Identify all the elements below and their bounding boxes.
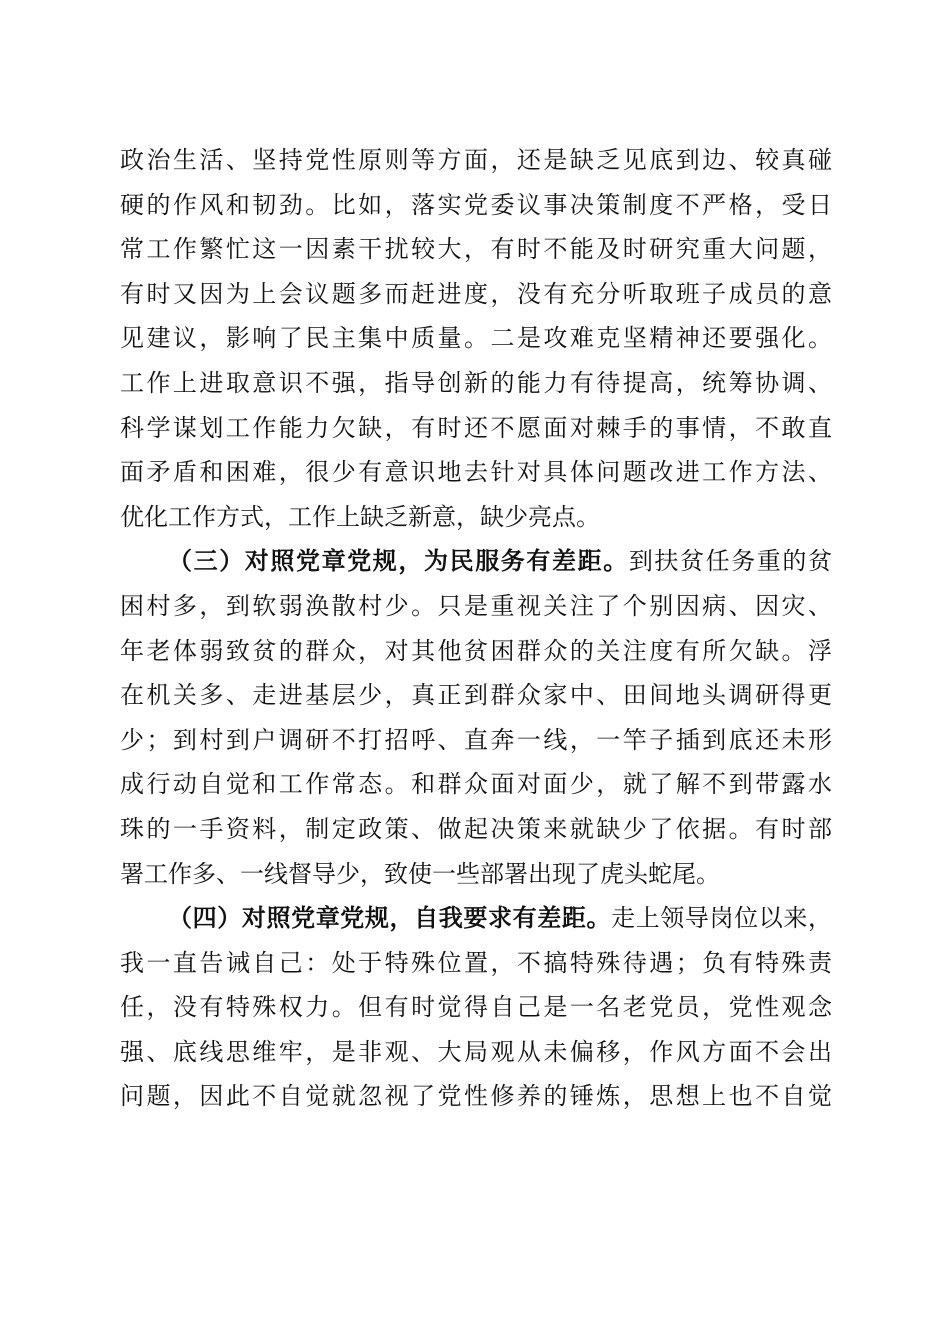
text-line: 珠的一手资料，制定政策、做起决策来就缺少了依据。有时部 — [120, 814, 832, 843]
text-line: 在机关多、走进基层少，真正到群众家中、田间地头调研得更 — [120, 681, 832, 710]
heading-followup-text: 走上领导岗位以来， — [611, 904, 833, 933]
paragraph-continuation — [120, 138, 832, 539]
text-line: 优化工作方式，工作上缺乏新意，缺少亮点。 — [120, 502, 600, 531]
heading-followup-text: 到扶贫任务重的贫 — [628, 547, 833, 576]
text-line — [120, 539, 832, 584]
text-line: 常工作繁忙这一因素干扰较大，有时不能及时研究重大问题， — [120, 235, 832, 264]
text-line: 政治生活、坚持党性原则等方面，还是缺乏见底到边、较真碰 — [120, 146, 832, 174]
text-line: 问题，因此不自觉就忽视了党性修养的锤炼，思想上也不自觉 — [120, 1082, 832, 1111]
text-line: 少；到村到户调研不打招呼、直奔一线，一竿子插到底还未形 — [120, 725, 832, 754]
section-heading: （三）对照党章党规，为民服务有差距。 — [168, 546, 629, 576]
text-line: 有时又因为上会议题多而赶进度，没有充分听取班子成员的意 — [120, 279, 832, 308]
text-line: 署工作多、一线督导少，致使一些部署出现了虎头蛇尾。 — [120, 859, 720, 888]
text-line: 成行动自觉和工作常态。和群众面对面少，就了解不到带露水 — [120, 770, 832, 799]
text-line: 硬的作风和韧劲。比如，落实党委议事决策制度不严格，受日 — [120, 190, 832, 219]
text-line: 困村多，到软弱涣散村少。只是重视关注了个别因病、因灾、 — [120, 591, 832, 620]
text-line: 面矛盾和困难，很少有意识地去针对具体问题改进工作方法、 — [120, 458, 832, 487]
text-line — [120, 896, 832, 941]
text-line: 强、底线思维牢，是非观、大局观从未偏移，作风方面不会出 — [120, 1037, 832, 1066]
text-line: 任，没有特殊权力。但有时觉得自己是一名老党员，党性观念 — [120, 993, 832, 1022]
text-line: 年老体弱致贫的群众，对其他贫困群众的关注度有所欠缺。浮 — [120, 636, 832, 665]
text-line: 工作上进取意识不强，指导创新的能力有待提高，统筹协调、 — [120, 368, 832, 397]
text-line: 见建议，影响了民主集中质量。二是攻难克坚精神还要强化。 — [120, 324, 832, 353]
text-line: 我一直告诫自己：处于特殊位置，不搞特殊待遇；负有特殊责 — [120, 948, 832, 977]
section-heading: （四）对照党章党规，自我要求有差距。 — [168, 903, 612, 933]
document-page — [120, 138, 832, 1119]
text-line: 科学谋划工作能力欠缺，有时还不愿面对棘手的事情，不敢直 — [120, 413, 832, 442]
paragraph-section-3 — [120, 539, 832, 896]
paragraph-section-4 — [120, 896, 832, 1119]
